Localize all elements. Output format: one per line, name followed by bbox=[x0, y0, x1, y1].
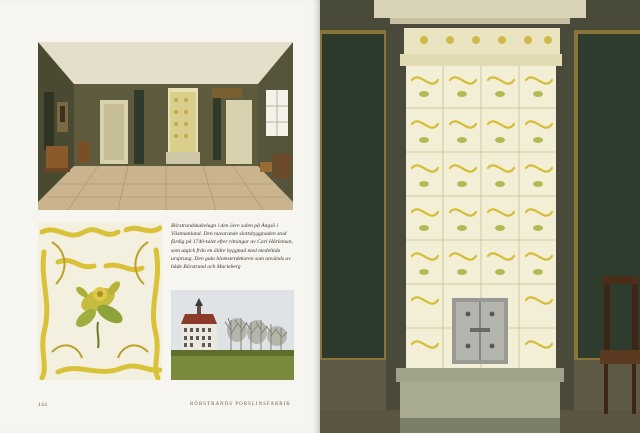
page-number: 144 bbox=[38, 402, 48, 408]
tile-closeup-photo bbox=[38, 222, 162, 380]
right-page bbox=[320, 0, 640, 433]
photo-caption: Börstrandskakelugn i den övre salen på Ängsö i Västmanland. Den nuvarande slottsbyggnaden stod färdig på 1740-talet efter ritningar av Carl Hårleman, som utgick från en äldre byggnad med medeltida ursprung. Den gula blomsterdekoren som används av både Börstrand och Marieberg bbox=[171, 223, 293, 271]
hall-interior-photo bbox=[38, 42, 293, 210]
tiled-stove-photo bbox=[320, 0, 640, 433]
running-head: RÖRSTRANDS PORSLINSFABRIK bbox=[190, 402, 291, 407]
castle-photo bbox=[171, 290, 294, 380]
